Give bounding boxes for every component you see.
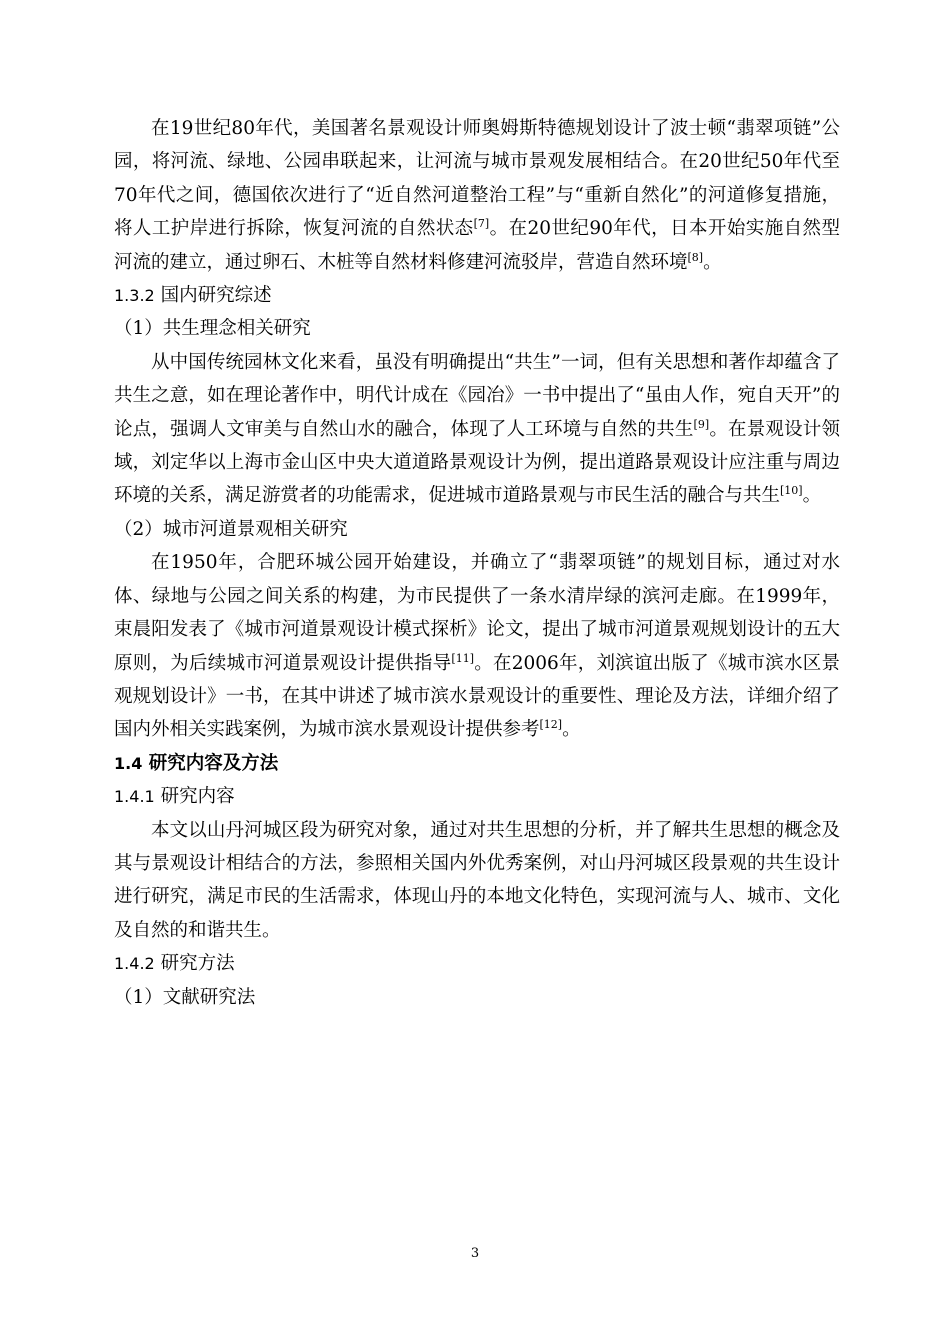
subsection-literature-method: （1）文献研究法 <box>114 986 256 1008</box>
citation-ref: [9] <box>693 417 710 431</box>
subsection-river-landscape-research: （2）城市河道景观相关研究 <box>114 518 348 540</box>
document-body <box>114 112 840 1014</box>
citation-ref: [11] <box>451 651 474 665</box>
citation-ref: [7] <box>473 217 490 231</box>
citation-ref: [8] <box>687 250 704 264</box>
citation-ref: [12] <box>539 718 563 732</box>
paragraph-research-content: 本文以山丹河城区段为研究对象，通过对共生思想的分析，并了解共生思想的概念及其与景观设计相结合的方法，参照相关国内外优秀案例，对山丹河城区段景观的共生设计进行研究，满足市民的生活需求，体现山丹的本地文化特色，实现河流与人、城市、文化及自然的和谐共生。 <box>114 819 840 941</box>
paragraph-foreign-research: 在19世纪80年代，美国著名景观设计师奥姆斯特德规划设计了波士顿“翡翠项链”公园，将河流、绿地、公园串联起来，让河流与城市景观发展相结合。在20世纪50年代至70年代之间，德国依次进行了“近自然河道整治工程”与“重新自然化”的河道修复措施，将人工护岸进行拆除，恢复河流的自然状态[7]。在20世纪90年代，日本开始实施自然型河流的建立，通过卵石、木桩等自然材料修建河流驳岸，营造自然环境[8]。 <box>114 118 840 273</box>
paragraph-river-landscape: 在1950年，合肥环城公园开始建设，并确立了“翡翠项链”的规划目标，通过对水体、绿地与公园之间关系的构建，为市民提供了一条水清岸绿的滨河走廊。在1999年，束晨阳发表了《城市河道景观设计模式探析》论文，提出了城市河道景观规划设计的五大原则，为后续城市河道景观设计提供指导[11]。在2006年，刘滨谊出版了《城市滨水区景观规划设计》一书，在其中讲述了城市滨水景观设计的重要性、理论及方法，详细介绍了国内外相关实践案例，为城市滨水景观设计提供参考[12]。 <box>114 552 840 741</box>
citation-ref: [10] <box>780 484 803 498</box>
subsection-symbiosis-research: （1）共生理念相关研究 <box>114 318 311 340</box>
section-heading-1-3-2: 1.3.2 国内研究综述 <box>114 285 272 307</box>
section-heading-1-4-1: 1.4.1 研究内容 <box>114 786 235 808</box>
section-heading-1-4: 1.4 研究内容及方法 <box>114 752 279 774</box>
paragraph-symbiosis: 从中国传统园林文化来看，虽没有明确提出“共生”一词，但有关思想和著作却蕴含了共生之意，如在理论著作中，明代计成在《园冶》一书中提出了“虽由人作，宛自天开”的论点，强调人文审美与自然山水的融合，体现了人工环境与自然的共生[9]。在景观设计领域，刘定华以上海市金山区中央大道道路景观设计为例，提出道路景观设计应注重与周边环境的关系，满足游赏者的功能需求，促进城市道路景观与市民生活的融合与共生[10]。 <box>114 351 840 507</box>
page-number: 3 <box>470 1246 480 1261</box>
section-heading-1-4-2: 1.4.2 研究方法 <box>114 953 235 975</box>
